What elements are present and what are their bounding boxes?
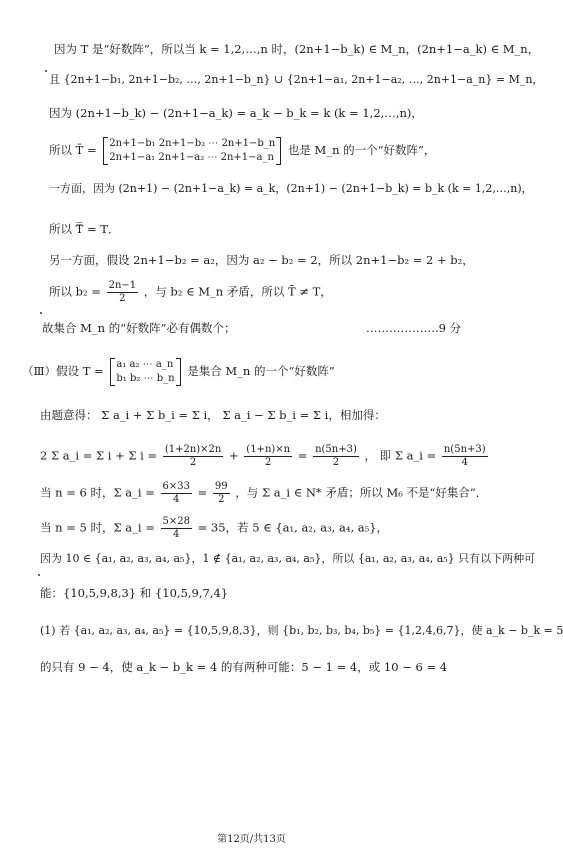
- fraction-denominator: 2: [332, 457, 340, 468]
- fraction-denominator: 2: [119, 293, 126, 304]
- matrix-t-bar: [103, 137, 281, 165]
- text-line-3: 因为 (2n+1−b_k) − (2n+1−a_k) = a_k − b_k = k (k = 1,2,…,n)，: [49, 106, 423, 120]
- text-line-1: 因为 T 是“好数阵”，所以当 k = 1,2,…,n 时，(2n+1−b_k) ∈ M_n，(2n+1−a_k) ∈ M_n，: [54, 42, 540, 56]
- fraction: [161, 481, 192, 506]
- score-marker: ……………….9 分: [366, 321, 462, 335]
- equation-conclusion: ， 即 Σ a_i =: [364, 448, 437, 463]
- plus-sign: +: [229, 448, 239, 463]
- fraction: [161, 516, 192, 541]
- fraction-denominator: 4: [461, 457, 468, 468]
- fraction-numerator: n(5n+3): [315, 444, 357, 455]
- text-line-14-post: = 35，若 5 ∈ {a₁, a₂, a₃, a₄, a₅}，: [197, 520, 389, 535]
- page-footer: 第12页/共13页: [217, 834, 286, 845]
- text-line-14: [40, 516, 388, 541]
- text-line-15: 因为 10 ∈ {a₁, a₂, a₃, a₄, a₅}，1 ∉ {a₁, a₂, a₃, a₄, a₅}，所以 {a₁, a₂, a₃, a₄, a₅} 只有以下两种可: [40, 552, 536, 565]
- fraction-numerator: 6×33: [162, 481, 190, 492]
- matrix-row-2: 2n+1−a₁ 2n+1−a₂ ⋯ 2n+1−a_n: [109, 152, 274, 163]
- text-line-10-pre: （Ⅲ）假设 T =: [22, 364, 104, 378]
- fraction: [213, 481, 230, 506]
- fraction-denominator: 4: [173, 494, 180, 505]
- text-line-10-post: 是集合 M_n 的一个“好数阵”: [187, 364, 335, 378]
- text-line-2: 且 {2n+1−b₁, 2n+1−b₂, …, 2n+1−b_n} ∪ {2n+1−a₁, 2n+1−a₂, …, 2n+1−a_n} = M_n，: [49, 73, 544, 86]
- fraction-denominator: 4: [173, 529, 180, 540]
- equation-sum-1: Σ a_i + Σ b_i = Σ i，: [101, 408, 219, 422]
- text-line-13-post: ，与 Σ a_i ∈ N* 矛盾；所以 M₆ 不是“好集合”．: [235, 485, 488, 500]
- text-line-10: [22, 358, 335, 386]
- text-line-11: [40, 408, 386, 422]
- fraction: [244, 444, 292, 469]
- fraction-numerator: n(5n+3): [443, 444, 486, 455]
- matrix-row-1: a₁ a₂ ⋯ a_n: [116, 359, 174, 370]
- scan-dot: [40, 312, 42, 314]
- text-line-9: 故集合 M_n 的“好数阵”必有偶数个；: [42, 321, 236, 335]
- fraction-denominator: 2: [265, 457, 272, 468]
- text-line-14-pre: 当 n = 5 时，Σ a_i =: [40, 520, 155, 535]
- equals-sign: =: [197, 485, 208, 500]
- text-line-8-pre: 所以 b₂ =: [49, 284, 101, 299]
- text-line-11-pre: 由题意得：: [40, 408, 98, 422]
- fraction-denominator: 2: [189, 457, 197, 468]
- fraction-numerator: 5×28: [162, 516, 190, 527]
- matrix-t: [110, 358, 180, 386]
- text-line-7: 另一方面，假设 2n+1−b₂ = a₂，因为 a₂ − b₂ = 2，所以 2n+1−b₂ = 2 + b₂，: [49, 253, 474, 267]
- fraction: [107, 280, 139, 305]
- fraction: [163, 444, 224, 469]
- equation-sum-2: Σ a_i − Σ b_i = Σ i，相加得：: [222, 408, 386, 422]
- matrix-row-2: b₁ b₂ ⋯ b_n: [116, 373, 175, 384]
- text-line-13: [40, 481, 487, 506]
- equals-sign: =: [297, 448, 308, 463]
- text-line-13-pre: 当 n = 6 时，Σ a_i =: [40, 485, 155, 500]
- scan-dot: [45, 70, 47, 72]
- fraction: [313, 444, 359, 469]
- fraction-numerator: 99: [214, 481, 228, 492]
- text-line-6: 所以 T̿ = T．: [49, 222, 120, 236]
- equation-lhs: 2 Σ a_i = Σ i + Σ i =: [40, 448, 158, 463]
- fraction-denominator: 2: [218, 494, 225, 505]
- fraction: [442, 444, 488, 469]
- text-line-16: 能：{10,5,9,8,3} 和 {10,5,9,7,4}: [40, 586, 229, 600]
- text-line-8: [49, 280, 332, 305]
- text-line-12: [40, 444, 490, 469]
- text-line-4-post: 也是 M_n 的一个“好数阵”，: [287, 143, 436, 157]
- text-line-5: 一方面，因为 (2n+1) − (2n+1−a_k) = a_k，(2n+1) − (2n+1−b_k) = b_k (k = 1,2,…,n)，: [49, 182, 533, 195]
- fraction-numerator: (1+2n)×2n: [164, 444, 222, 455]
- text-line-8-post: ，与 b₂ ∈ M_n 矛盾，所以 T̄ ≠ T，: [143, 284, 332, 299]
- text-line-4-pre: 所以 T̄ =: [49, 143, 97, 157]
- text-line-18: 的只有 9 − 4，使 a_k − b_k = 4 的有两种可能：5 − 1 = 4，或 10 − 6 = 4: [40, 660, 448, 674]
- fraction-numerator: 2n−1: [108, 280, 137, 291]
- text-line-4: [49, 137, 435, 165]
- matrix-row-1: 2n+1−b₁ 2n+1−b₂ ⋯ 2n+1−b_n: [109, 138, 276, 149]
- fraction-numerator: (1+n)×n: [246, 444, 291, 455]
- text-line-17: (1) 若 {a₁, a₂, a₃, a₄, a₅} = {10,5,9,8,3}，则 {b₁, b₂, b₃, b₄, b₅} = {1,2,4,6,7}，使 a_k − b_k = 5: [40, 624, 563, 637]
- scan-dot: [38, 574, 40, 576]
